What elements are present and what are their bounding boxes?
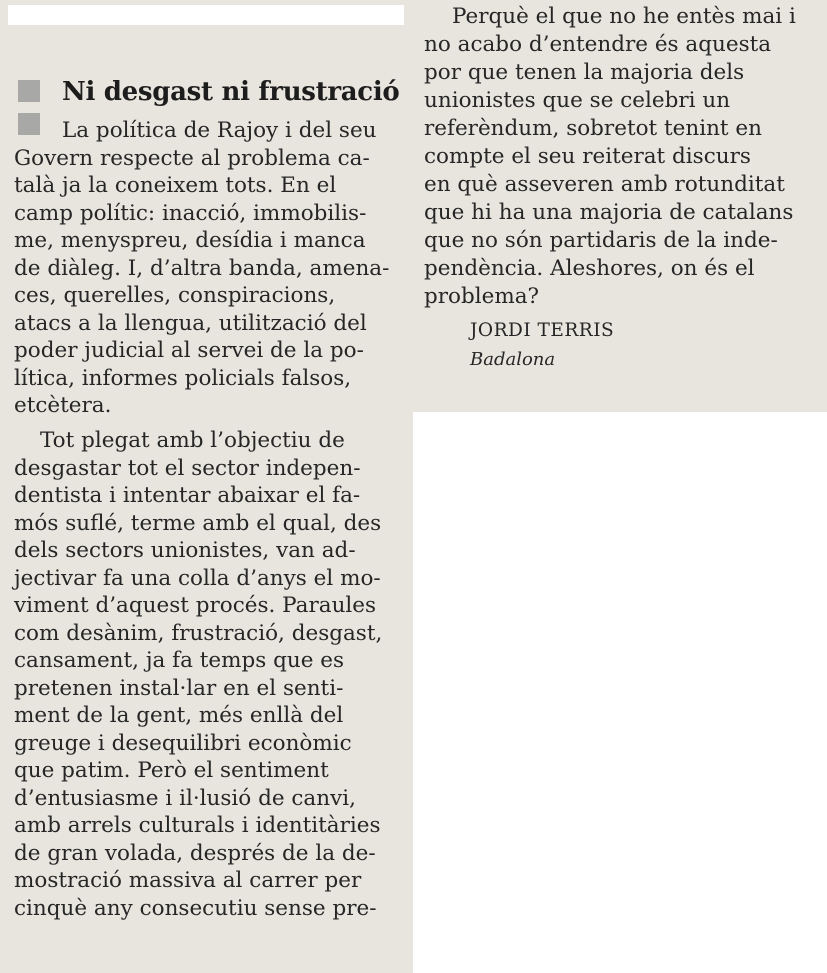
paragraph-marker-square bbox=[18, 113, 40, 135]
text-line: viment d’aquest procés. Paraules bbox=[14, 593, 377, 618]
text-line: en què asseveren amb rotunditat bbox=[424, 172, 785, 197]
text-line: mostració massiva al carrer per bbox=[14, 868, 362, 893]
text-line: ment de la gent, més enllà del bbox=[14, 703, 344, 728]
text-line: no acabo d’entendre és aquesta bbox=[424, 32, 772, 57]
text-line: que hi ha una majoria de catalans bbox=[424, 200, 794, 225]
text-line: camp polític: inacció, immobilis- bbox=[14, 201, 367, 226]
text-line: lítica, informes policials falsos, bbox=[14, 366, 352, 391]
text-line: talà ja la coneixem tots. En el bbox=[14, 173, 337, 198]
cropped-strip bbox=[8, 5, 404, 25]
text-line: desgastar tot el sector indepen- bbox=[14, 456, 361, 481]
text-line: com desànim, frustració, desgast, bbox=[14, 621, 383, 646]
text-line: poder judicial al servei de la po- bbox=[14, 338, 364, 363]
text-line: cansament, ja fa temps que es bbox=[14, 648, 345, 673]
text-line: ces, querelles, conspiracions, bbox=[14, 283, 336, 308]
text-line: cinquè any consecutiu sense pre- bbox=[14, 896, 377, 921]
text-line: pendència. Aleshores, on és el bbox=[424, 256, 755, 281]
text-line: Perquè el que no he entès mai i bbox=[452, 4, 796, 29]
author-name: JORDI TERRIS bbox=[470, 320, 615, 341]
text-line: problema? bbox=[424, 284, 540, 309]
text-line: dentista i intentar abaixar el fa- bbox=[14, 483, 361, 508]
text-line: que no són partidaris de la inde- bbox=[424, 228, 778, 253]
headline-marker-square bbox=[18, 80, 40, 102]
text-line: amb arrels culturals i identitàries bbox=[14, 813, 381, 838]
text-line: me, menyspreu, desídia i manca bbox=[14, 228, 366, 253]
text-line: referèndum, sobretot tenint en bbox=[424, 116, 762, 141]
text-line: d’entusiasme i il·lusió de canvi, bbox=[14, 786, 356, 811]
text-line: jectivar fa una colla d’anys el mo- bbox=[14, 566, 381, 591]
text-line: compte el seu reiterat discurs bbox=[424, 144, 751, 169]
text-line: etcètera. bbox=[14, 393, 112, 418]
text-line: por que tenen la majoria dels bbox=[424, 60, 745, 85]
text-line: dels sectors unionistes, van ad- bbox=[14, 538, 356, 563]
text-line: Govern respecte al problema ca- bbox=[14, 146, 370, 171]
author-location: Badalona bbox=[470, 349, 556, 370]
text-line: atacs a la llengua, utilització del bbox=[14, 311, 367, 336]
text-line: greuge i desequilibri econòmic bbox=[14, 731, 352, 756]
text-line: de diàleg. I, d’altra banda, amena- bbox=[14, 256, 390, 281]
text-line: que patim. Però el sentiment bbox=[14, 758, 329, 783]
text-line: pretenen instal·lar en el senti- bbox=[14, 676, 344, 701]
text-line: unionistes que se celebri un bbox=[424, 88, 731, 113]
text-line: La política de Rajoy i del seu bbox=[62, 118, 377, 143]
text-line: de gran volada, després de la de- bbox=[14, 841, 376, 866]
text-line: Tot plegat amb l’objectiu de bbox=[40, 428, 345, 453]
headline: Ni desgast ni frustració bbox=[62, 77, 400, 107]
text-line: mós suflé, terme amb el qual, des bbox=[14, 511, 382, 536]
